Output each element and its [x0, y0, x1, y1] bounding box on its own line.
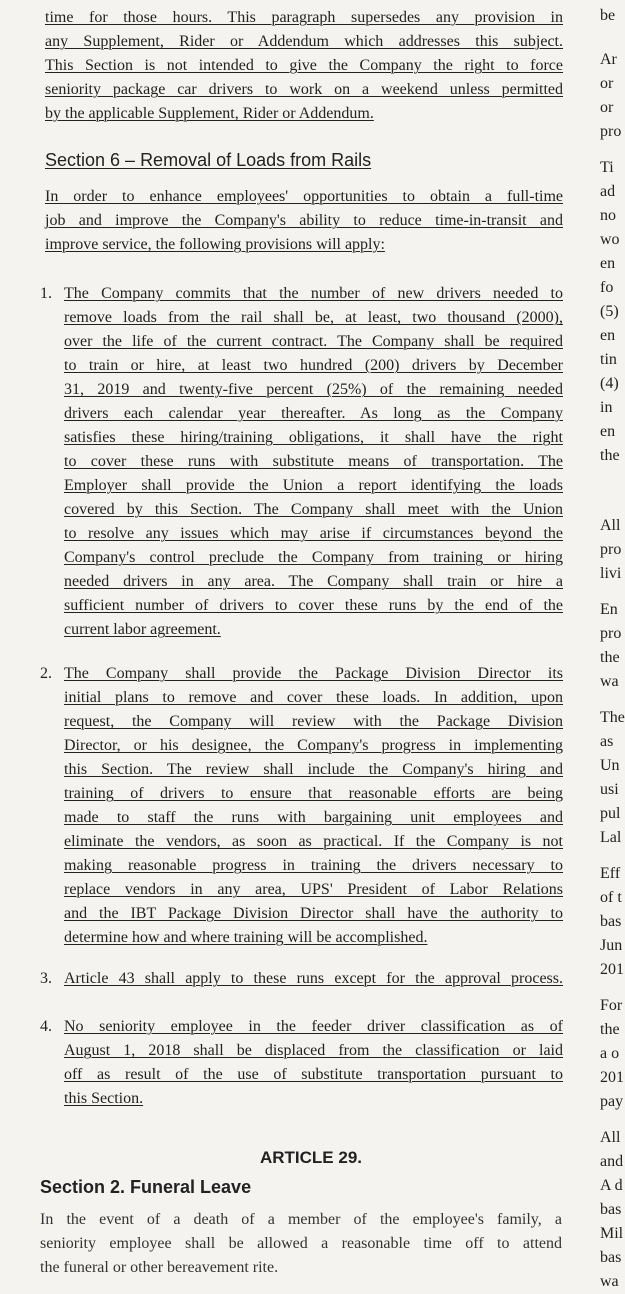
right-column-fragment: wa: [600, 1273, 619, 1290]
right-column-fragment: as: [600, 733, 614, 750]
text-line: improve service, the following provisions will apply:: [45, 236, 385, 253]
text-line: 31, 2019 and twenty-five percent (25%) of the remaining needed: [64, 381, 563, 398]
list-item-number: 1.: [40, 285, 52, 302]
right-column-fragment: Jun: [600, 937, 623, 954]
right-column-fragment: wa: [600, 673, 619, 690]
text-line: Director, or his designee, the Company's progress in implementing: [64, 737, 563, 754]
right-column-fragment: 201: [600, 1069, 624, 1086]
text-line: drivers each calendar year thereafter. As long as the Company: [64, 405, 563, 422]
right-column-fragment: Ti: [600, 159, 614, 176]
right-column-fragment: a o: [600, 1045, 620, 1062]
right-column-fragment: tin: [600, 351, 617, 368]
text-line: The Company shall provide the Package Division Director its: [64, 665, 563, 682]
text-line: training of drivers to ensure that reasonable efforts are being: [64, 785, 563, 802]
top-paragraph: [45, 6, 563, 126]
text-line: remove loads from the rail shall be, at least, two thousand (2000),: [64, 309, 563, 326]
right-column-fragment: en: [600, 327, 616, 344]
right-column-fragment: be: [600, 7, 616, 24]
text-line: In order to enhance employees' opportunities to obtain a full-time: [45, 188, 563, 205]
right-column-fragment: pay: [600, 1093, 624, 1110]
right-column-fragment: of t: [600, 889, 622, 906]
right-column-fragment: fo: [600, 279, 614, 296]
right-column-fragment: no: [600, 207, 616, 224]
right-column-fragments: [600, 0, 625, 1290]
text-line: covered by this Section. The Company shall meet with the Union: [64, 501, 563, 518]
text-line: seniority package car drivers to work on a weekend unless permitted: [45, 81, 563, 98]
text-line: Article 43 shall apply to these runs except for the approval process.: [64, 970, 563, 987]
text-line: initial plans to remove and cover these loads. In addition, upon: [64, 689, 563, 706]
text-line: over the life of the current contract. The Company shall be required: [64, 333, 563, 350]
right-column-fragment: Eff: [600, 865, 621, 882]
right-column-fragment: the: [600, 447, 620, 464]
right-column-fragment: the: [600, 1021, 620, 1038]
text-line: this Section. The review shall include the Company's hiring and: [64, 761, 563, 778]
right-column-fragment: The: [600, 709, 625, 726]
right-column-fragment: A d: [600, 1177, 623, 1194]
section-intro: [45, 185, 563, 257]
list-item-body: [64, 1015, 563, 1111]
right-column-fragment: pro: [600, 541, 622, 558]
right-column-fragment: En: [600, 601, 618, 618]
funeral-leave-paragraph: [40, 1208, 562, 1280]
right-column-fragment: pro: [600, 123, 622, 140]
right-column-fragment: wo: [600, 231, 620, 248]
right-column-fragment: the: [600, 649, 620, 666]
section-heading: Section 2. Funeral Leave: [40, 1177, 252, 1197]
right-column-fragment: (4): [600, 375, 619, 392]
text-line: Company's control preclude the Company from training or hiring: [64, 549, 563, 566]
text-line: any Supplement, Rider or Addendum which addresses this subject.: [45, 33, 563, 50]
text-line: to cover these runs with substitute means of transportation. The: [64, 453, 563, 470]
right-column-fragment: or: [600, 75, 614, 92]
text-line: August 1, 2018 shall be displaced from the classification or laid: [64, 1042, 563, 1059]
right-column-fragment: and: [600, 1153, 624, 1170]
list-item-number: 2.: [40, 665, 52, 682]
text-line: replace vendors in any area, UPS' President of Labor Relations: [64, 881, 563, 898]
right-column-fragment: en: [600, 255, 616, 272]
article-title: ARTICLE 29.: [259, 1148, 363, 1167]
right-column-fragment: Ar: [600, 51, 617, 68]
text-line: eliminate the vendors, as soon as practical. If the Company is not: [64, 833, 563, 850]
text-line: this Section.: [64, 1090, 144, 1107]
right-column-fragment: Lal: [600, 829, 622, 846]
text-line: and the IBT Package Division Director shall have the authority to: [64, 905, 563, 922]
right-column-fragment: 201: [600, 961, 624, 978]
text-line: Employer shall provide the Union a report identifying the loads: [64, 477, 563, 494]
text-line: the funeral or other bereavement rite.: [40, 1259, 279, 1276]
text-line: sufficient number of drivers to cover these runs by the end of the: [64, 597, 563, 614]
right-column-fragment: All: [600, 517, 621, 534]
text-line: In the event of a death of a member of the employee's family, a: [40, 1211, 562, 1228]
text-line: to resolve any issues which may arise if circumstances beyond the: [64, 525, 563, 542]
right-column-fragment: livi: [600, 565, 622, 582]
right-column-fragment: ad: [600, 183, 616, 200]
text-line: job and improve the Company's ability to reduce time-in-transit and: [45, 212, 563, 229]
text-line: time for those hours. This paragraph supersedes any provision in: [45, 9, 563, 26]
text-line: No seniority employee in the feeder driver classification as of: [64, 1018, 563, 1035]
right-column-fragment: All: [600, 1129, 621, 1146]
text-line: off as result of the use of substitute transportation pursuant to: [64, 1066, 563, 1083]
text-line: by the applicable Supplement, Rider or Addendum.: [45, 105, 374, 122]
right-column-fragment: pro: [600, 625, 622, 642]
right-column-fragment: bas: [600, 1249, 622, 1266]
right-column-fragment: Mil: [600, 1225, 624, 1242]
right-column-fragment: For: [600, 997, 623, 1014]
right-column-fragment: pul: [600, 805, 621, 822]
text-line: current labor agreement.: [64, 621, 221, 638]
list-item-number: 3.: [40, 970, 52, 987]
text-line: making reasonable progress in training the drivers necessary to: [64, 857, 563, 874]
right-column-fragment: in: [600, 399, 613, 416]
text-line: The Company commits that the number of new drivers needed to: [64, 285, 563, 302]
list-item-body: [64, 967, 563, 991]
right-column-fragment: usi: [600, 781, 619, 798]
section-heading: Section 6 – Removal of Loads from Rails: [45, 150, 372, 170]
text-line: request, the Company will review with the Package Division: [64, 713, 563, 730]
list-item-body: [64, 282, 563, 642]
list-item-body: [64, 662, 563, 950]
text-line: determine how and where training will be accomplished.: [64, 929, 428, 946]
text-line: satisfies these hiring/training obligations, it shall have the right: [64, 429, 563, 446]
text-line: seniority employee shall be allowed a reasonable time off to attend: [40, 1235, 562, 1252]
right-column-fragment: (5): [600, 303, 619, 320]
right-column-fragment: en: [600, 423, 616, 440]
list-item-number: 4.: [40, 1018, 52, 1035]
text-line: made to staff the runs with bargaining unit employees and: [64, 809, 563, 826]
text-line: to train or hire, at least two hundred (200) drivers by December: [64, 357, 563, 374]
right-column-fragment: Un: [600, 757, 620, 774]
right-column-fragment: bas: [600, 1201, 622, 1218]
right-column-fragment: or: [600, 99, 614, 116]
text-line: needed drivers in any area. The Company shall train or hire a: [64, 573, 563, 590]
right-column-fragment: bas: [600, 913, 622, 930]
text-line: This Section is not intended to give the Company the right to force: [45, 57, 563, 74]
